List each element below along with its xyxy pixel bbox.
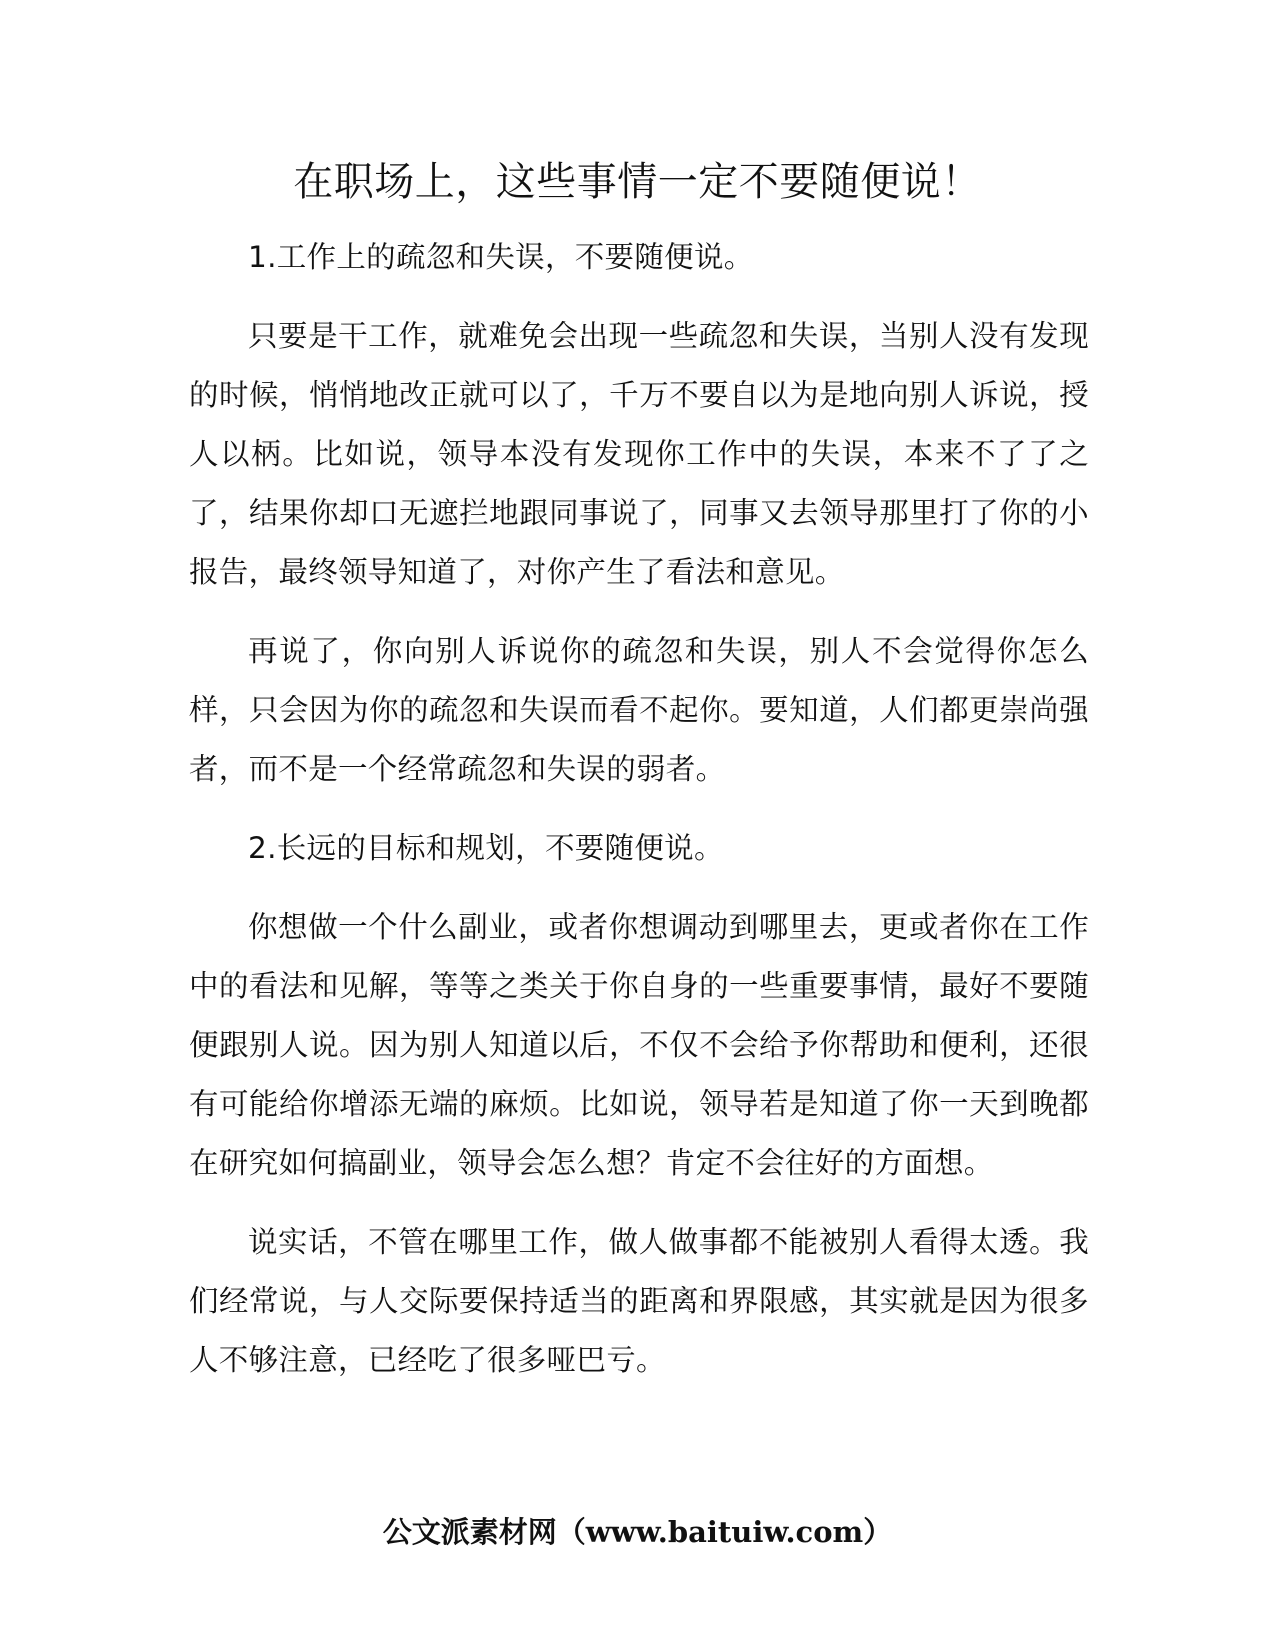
source-footer: 公文派素材网（www.baituiw.com） bbox=[382, 1515, 893, 1549]
section-heading-2: 2.长远的目标和规划，不要随便说。 bbox=[248, 831, 724, 865]
section-heading-1: 1.工作上的疏忽和失误，不要随便说。 bbox=[248, 240, 754, 274]
paragraph: 说实话，不管在哪里工作，做人做事都不能被别人看得太透。我们经常说，与人交际要保持适当的距离和界限感，其实就是因为很多人不够注意，已经吃了很多哑巴亏。 bbox=[189, 1225, 1089, 1377]
paragraph: 再说了，你向别人诉说你的疏忽和失误，别人不会觉得你怎么样，只会因为你的疏忽和失误而看不起你。要知道，人们都更崇尚强者，而不是一个经常疏忽和失误的弱者。 bbox=[189, 634, 1089, 786]
document-title: 在职场上，这些事情一定不要随便说！ bbox=[293, 159, 982, 205]
paragraph: 你想做一个什么副业，或者你想调动到哪里去，更或者你在工作中的看法和见解，等等之类关于你自身的一些重要事情，最好不要随便跟别人说。因为别人知道以后，不仅不会给予你帮助和便利，还很有可能给你增添无端的麻烦。比如说，领导若是知道了你一天到晚都在研究如何搞副业，领导会怎么想？肯定不会往好的方面想。 bbox=[189, 910, 1089, 1180]
paragraph: 只要是干工作，就难免会出现一些疏忽和失误，当别人没有发现的时候，悄悄地改正就可以了，千万不要自以为是地向别人诉说，授人以柄。比如说，领导本没有发现你工作中的失误，本来不了了之了，结果你却口无遮拦地跟同事说了，同事又去领导那里打了你的小报告，最终领导知道了，对你产生了看法和意见。 bbox=[189, 319, 1089, 589]
document-body bbox=[189, 228, 1089, 1410]
